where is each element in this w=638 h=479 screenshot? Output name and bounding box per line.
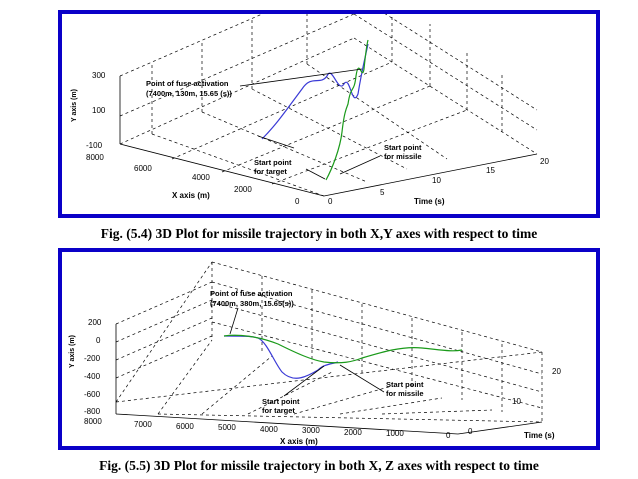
figure1-xtick: 0 bbox=[295, 197, 300, 206]
figure2-xtick: 4000 bbox=[260, 425, 278, 434]
figure1-caption: Fig. (5.4) 3D Plot for missile trajectory in both X,Y axes with respect to time bbox=[100, 226, 538, 241]
figure1-xtick: 8000 bbox=[86, 153, 104, 162]
figure1-missile-label: Start point bbox=[384, 143, 422, 152]
figure2-frame bbox=[58, 248, 600, 450]
figure2-xtick: 8000 bbox=[84, 417, 102, 426]
figure1-ytick: 300 bbox=[92, 71, 106, 80]
figure2-xtick: 5000 bbox=[218, 423, 236, 432]
figure2-ylabel: Y axis (m) bbox=[69, 335, 76, 368]
figure1-ttick: 15 bbox=[486, 166, 495, 175]
figure1-svg bbox=[62, 14, 596, 214]
figure2-ytick: 200 bbox=[88, 318, 102, 327]
figure2-target-curve bbox=[224, 336, 338, 378]
figure2-missile-label2: for missile bbox=[386, 389, 424, 398]
figure1-frame bbox=[58, 10, 600, 218]
figure2-xtick: 0 bbox=[446, 431, 451, 440]
figure1-xtick: 2000 bbox=[234, 185, 252, 194]
figure1-xtick: 4000 bbox=[192, 173, 210, 182]
figure2-ytick: -400 bbox=[84, 372, 101, 381]
figure2-ttick: 20 bbox=[552, 367, 561, 376]
figure1-ytick: -100 bbox=[86, 141, 103, 150]
figure2-ttick: 10 bbox=[512, 397, 521, 406]
figure2-target-label2: for target bbox=[262, 406, 295, 415]
figure1-fuse-label: Point of fuse activation bbox=[146, 79, 229, 88]
figure1-target-label: Start point bbox=[254, 158, 292, 167]
figure2-plot bbox=[62, 252, 596, 446]
figure1-ylabel: Y axis (m) bbox=[71, 89, 78, 122]
figure1-ttick: 10 bbox=[432, 176, 441, 185]
figure1-fuse-coords: (7400m, 130m, 15.65 (s)) bbox=[146, 89, 232, 98]
figure2-ytick: -200 bbox=[84, 354, 101, 363]
figure2-xtick: 3000 bbox=[302, 426, 320, 435]
figure2-fuse-coords: (7400m, 380m, 15.65(s)) bbox=[210, 299, 294, 308]
figure2-xtick: 7000 bbox=[134, 420, 152, 429]
figure2-xlabel: X axis (m) bbox=[280, 437, 318, 446]
figure1-ttick: 0 bbox=[328, 197, 333, 206]
figure2-ytick: 0 bbox=[96, 336, 101, 345]
figure2-svg bbox=[62, 252, 596, 446]
figure1-xlabel: X axis (m) bbox=[172, 191, 210, 200]
figure2-xtick: 1000 bbox=[386, 429, 404, 438]
figure2-xtick: 2000 bbox=[344, 428, 362, 437]
figure1-ttick: 20 bbox=[540, 157, 549, 166]
figure2-fuse-label: Point of fuse activation bbox=[210, 289, 293, 298]
figure2-missile-label: Start point bbox=[386, 380, 424, 389]
figure2-caption: Fig. (5.5) 3D Plot for missile trajectory in both X, Z axes with respect to time bbox=[99, 458, 539, 473]
figure1-missile-label2: for missile bbox=[384, 152, 422, 161]
figure1-xtick: 6000 bbox=[134, 164, 152, 173]
figure2-tlabel: Time (s) bbox=[524, 431, 555, 440]
figure2-ytick: -600 bbox=[84, 390, 101, 399]
figure2-target-label: Start point bbox=[262, 397, 300, 406]
figure1-ytick: 100 bbox=[92, 106, 106, 115]
figure2-xtick: 6000 bbox=[176, 422, 194, 431]
figure1-missile-curve bbox=[326, 40, 368, 180]
figure2-ytick: -800 bbox=[84, 407, 101, 416]
figure1-plot bbox=[62, 14, 596, 214]
figure1-tlabel: Time (s) bbox=[414, 197, 445, 206]
figure1-target-label2: for target bbox=[254, 167, 287, 176]
figure1-target-curve bbox=[262, 44, 368, 139]
figure2-ttick: 0 bbox=[468, 427, 473, 436]
figure1-ttick: 5 bbox=[380, 188, 385, 197]
